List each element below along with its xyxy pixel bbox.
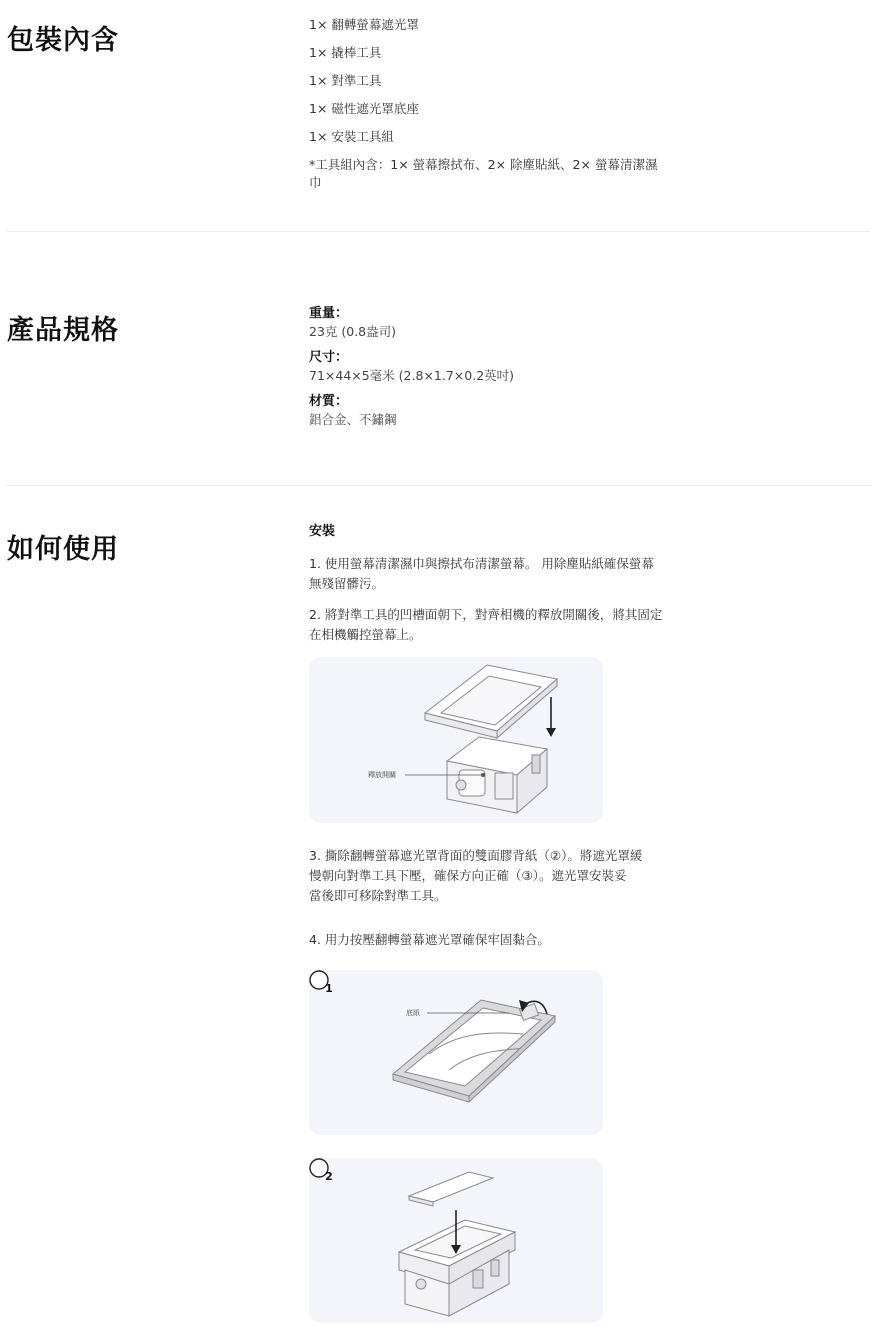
step-text: 無殘留髒污。 [309,576,385,591]
section-divider [7,231,870,232]
step-number-badge: 2 [325,1170,333,1183]
backing-paper-label: 底紙 [406,1009,420,1017]
package-item: 1× 對準工具 [309,73,382,88]
install-step-3 [309,846,733,906]
install-step-1 [309,554,733,594]
package-item: 1× 翻轉螢幕遮光罩 [309,17,419,32]
peel-backing-illustration [309,970,603,1135]
step-number-badge: 1 [325,982,333,995]
size-label: 尺寸： [309,350,349,365]
package-item: 1× 磁性遮光罩底座 [309,101,419,116]
material-value: 鋁合金、不鏽鋼 [309,412,397,427]
alignment-tool-drawing [309,657,603,823]
install-step-4: 4. 用力按壓翻轉螢幕遮光罩確保牢固黏合。 [309,932,550,947]
weight-label: 重量： [309,306,349,321]
package-note-line2: 巾 [309,175,322,190]
weight-value: 23克 (0.8盎司) [309,324,397,339]
usage-section-title: 如何使用 [7,534,119,565]
release-switch-label: 釋放開關 [368,771,396,779]
alignment-tool-illustration [309,657,603,823]
package-item: 1× 撬棒工具 [309,45,382,60]
press-hood-illustration [309,1158,603,1323]
specs-list [309,305,719,437]
step-text: 在相機觸控螢幕上。 [309,627,422,642]
specs-section-title: 產品規格 [7,315,119,346]
step-text: 3. 撕除翻轉螢幕遮光罩背面的雙面膠背紙（②）。將遮光罩緩 [309,848,643,863]
press-hood-drawing [309,1158,603,1323]
step-text: 慢朝向對準工具下壓，確保方向正確（③）。遮光罩安裝妥 [309,868,627,883]
section-divider [7,485,870,486]
install-heading: 安裝 [309,524,336,539]
material-label: 材質： [309,394,349,409]
package-list [309,16,719,192]
size-value: 71×44×5毫米 (2.8×1.7×0.2英吋) [309,368,515,383]
peel-backing-drawing [309,970,603,1135]
step-text: 當後即可移除對準工具。 [309,888,447,903]
package-section-title: 包裝內含 [7,25,119,56]
step-text: 2. 將對準工具的凹槽面朝下，對齊相機的釋放開關後，將其固定 [309,607,663,622]
install-step-2 [309,605,733,645]
package-note-line1: *工具組內含：1× 螢幕擦拭布、2× 除塵貼紙、2× 螢幕清潔濕 [309,157,658,172]
step-text: 1. 使用螢幕清潔濕巾與擦拭布清潔螢幕。 用除塵貼紙確保螢幕 [309,556,654,571]
package-item: 1× 安裝工具組 [309,129,394,144]
